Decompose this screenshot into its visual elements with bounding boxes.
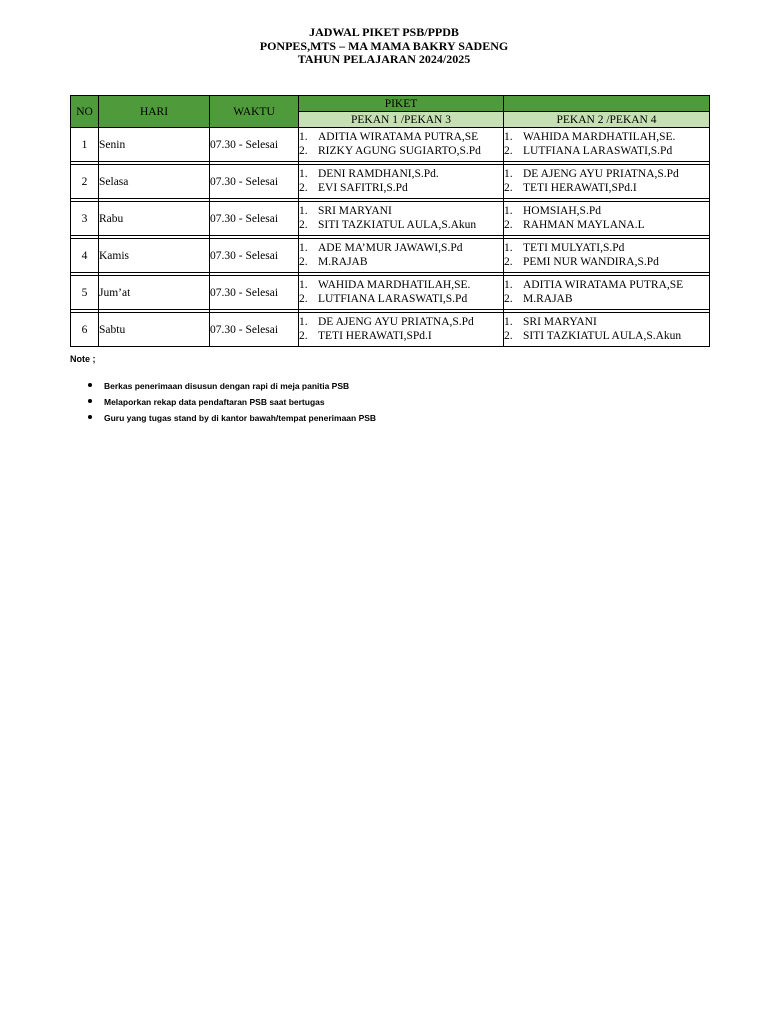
pekan-2-4-names bbox=[504, 239, 710, 273]
pekan-1-3-names bbox=[299, 202, 504, 236]
list-number: 1. bbox=[504, 168, 513, 180]
list-number: 2. bbox=[299, 218, 308, 231]
row-number: 3 bbox=[71, 202, 99, 236]
list-number: 2. bbox=[299, 181, 308, 194]
row-day: Sabtu bbox=[99, 313, 210, 347]
notes-list bbox=[88, 380, 376, 428]
pekan-1-3-names bbox=[299, 313, 504, 347]
title-line-2: PONPES,MTS – MA MAMA BAKRY SADENG bbox=[259, 38, 509, 53]
name-list-item bbox=[299, 131, 503, 145]
row-number: 6 bbox=[71, 313, 99, 347]
person-name: SRI MARYANI bbox=[318, 205, 392, 217]
title-line-3: TAHUN PELAJARAN 2024/2025 bbox=[297, 52, 471, 66]
list-number: 1. bbox=[504, 131, 513, 143]
person-name: LUTFIANA LARASWATI,S.Pd bbox=[523, 144, 673, 157]
person-name: DENI RAMDHANI,S.Pd. bbox=[318, 168, 439, 180]
bullet-icon bbox=[88, 399, 92, 403]
name-list-item bbox=[504, 316, 709, 330]
list-number: 2. bbox=[299, 329, 308, 342]
list-number: 2. bbox=[299, 144, 308, 157]
list-number: 2. bbox=[504, 181, 513, 194]
person-name: ADITIA WIRATAMA PUTRA,SE bbox=[523, 279, 684, 291]
row-time: 07.30 - Selesai bbox=[210, 276, 299, 310]
note-item bbox=[88, 380, 376, 396]
person-name: ADITIA WIRATAMA PUTRA,SE bbox=[318, 131, 479, 143]
name-list-item bbox=[504, 131, 709, 145]
bullet-icon bbox=[88, 415, 92, 419]
note-text: Berkas penerimaan disusun dengan rapi di meja panitia PSB bbox=[104, 381, 350, 391]
note-label: Note ; bbox=[70, 354, 96, 364]
person-name: SITI TAZKIATUL AULA,S.Akun bbox=[523, 329, 682, 342]
row-day: Kamis bbox=[99, 239, 210, 273]
note-text: Guru yang tugas stand by di kantor bawah/tempat penerimaan PSB bbox=[104, 413, 377, 423]
row-day: Jum’at bbox=[99, 276, 210, 310]
name-list-item bbox=[299, 256, 503, 270]
note-item bbox=[88, 412, 376, 428]
name-list-item bbox=[299, 219, 503, 233]
list-number: 1. bbox=[299, 131, 308, 143]
row-time: 07.30 - Selesai bbox=[210, 239, 299, 273]
name-list-item bbox=[504, 293, 709, 307]
person-name: LUTFIANA LARASWATI,S.Pd bbox=[318, 292, 468, 305]
name-list-item bbox=[504, 205, 709, 219]
list-number: 2. bbox=[504, 218, 513, 231]
table-row bbox=[71, 202, 710, 236]
person-name: M.RAJAB bbox=[318, 255, 368, 268]
pekan-1-3-names bbox=[299, 165, 504, 199]
pekan-2-4-names bbox=[504, 313, 710, 347]
person-name: DE AJENG AYU PRIATNA,S.Pd bbox=[523, 168, 679, 180]
list-number: 1. bbox=[504, 316, 513, 328]
pekan-2-4-names bbox=[504, 202, 710, 236]
row-day: Selasa bbox=[99, 165, 210, 199]
name-list-item bbox=[504, 168, 709, 182]
list-number: 1. bbox=[504, 242, 513, 254]
list-number: 1. bbox=[299, 279, 308, 291]
pekan-2-4-names bbox=[504, 276, 710, 310]
table-row bbox=[71, 128, 710, 162]
person-name: DE AJENG AYU PRIATNA,S.Pd bbox=[318, 316, 474, 328]
person-name: HOMSIAH,S.Pd bbox=[523, 205, 601, 217]
row-number: 4 bbox=[71, 239, 99, 273]
person-name: WAHIDA MARDHATILAH,SE. bbox=[318, 279, 471, 291]
person-name: WAHIDA MARDHATILAH,SE. bbox=[523, 131, 676, 143]
name-list-item bbox=[504, 256, 709, 270]
row-number: 5 bbox=[71, 276, 99, 310]
row-day: Senin bbox=[99, 128, 210, 162]
row-time: 07.30 - Selesai bbox=[210, 313, 299, 347]
person-name: RIZKY AGUNG SUGIARTO,S.Pd bbox=[318, 144, 481, 157]
name-list-item bbox=[299, 293, 503, 307]
list-number: 2. bbox=[504, 144, 513, 157]
name-list-item bbox=[299, 182, 503, 196]
list-number: 1. bbox=[504, 205, 513, 217]
list-number: 1. bbox=[504, 279, 513, 291]
row-time: 07.30 - Selesai bbox=[210, 202, 299, 236]
person-name: RAHMAN MAYLANA.L bbox=[523, 218, 645, 231]
name-list-item bbox=[504, 219, 709, 233]
list-number: 1. bbox=[299, 205, 308, 217]
row-time: 07.30 - Selesai bbox=[210, 165, 299, 199]
pekan-1-3-names bbox=[299, 276, 504, 310]
list-number: 1. bbox=[299, 242, 308, 254]
person-name: TETI HERAWATI,SPd.I bbox=[523, 181, 637, 194]
person-name: SITI TAZKIATUL AULA,S.Akun bbox=[318, 218, 477, 231]
note-item bbox=[88, 396, 376, 412]
name-list-item bbox=[504, 182, 709, 196]
person-name: EVI SAFITRI,S.Pd bbox=[318, 181, 408, 194]
person-name: M.RAJAB bbox=[523, 292, 573, 305]
name-list-item bbox=[504, 279, 709, 293]
name-list-item bbox=[299, 242, 503, 256]
name-list-item bbox=[299, 316, 503, 330]
note-text: Melaporkan rekap data pendaftaran PSB saat bertugas bbox=[104, 397, 325, 407]
row-number: 2 bbox=[71, 165, 99, 199]
row-day: Rabu bbox=[99, 202, 210, 236]
schedule-body bbox=[71, 128, 710, 347]
pekan-2-4-names bbox=[504, 128, 710, 162]
header-waktu: WAKTU bbox=[210, 96, 299, 128]
name-list-item bbox=[299, 145, 503, 159]
list-number: 1. bbox=[299, 316, 308, 328]
name-list-item bbox=[299, 330, 503, 344]
schedule-table bbox=[70, 95, 710, 347]
list-number: 1. bbox=[299, 168, 308, 180]
list-number: 2. bbox=[504, 292, 513, 305]
person-name: SRI MARYANI bbox=[523, 316, 597, 328]
table-row bbox=[71, 239, 710, 273]
person-name: TETI MULYATI,S.Pd bbox=[523, 242, 625, 254]
header-piket: PIKET bbox=[299, 96, 504, 112]
table-row bbox=[71, 165, 710, 199]
name-list-item bbox=[504, 330, 709, 344]
person-name: PEMI NUR WANDIRA,S.Pd bbox=[523, 255, 659, 268]
table-row bbox=[71, 276, 710, 310]
list-number: 2. bbox=[504, 329, 513, 342]
person-name: ADE MA’MUR JAWAWI,S.Pd bbox=[318, 242, 463, 254]
list-number: 2. bbox=[299, 255, 308, 268]
header-piket-blank bbox=[504, 96, 710, 112]
title-line-1: JADWAL PIKET PSB/PPDB bbox=[309, 25, 459, 39]
pekan-2-4-names bbox=[504, 165, 710, 199]
pekan-1-3-names bbox=[299, 239, 504, 273]
header-pekan-2-4: PEKAN 2 /PEKAN 4 bbox=[504, 112, 710, 128]
header-no: NO bbox=[71, 96, 99, 128]
table-row bbox=[71, 313, 710, 347]
name-list-item bbox=[504, 242, 709, 256]
person-name: TETI HERAWATI,SPd.I bbox=[318, 329, 432, 342]
header-hari: HARI bbox=[99, 96, 210, 128]
name-list-item bbox=[299, 279, 503, 293]
list-number: 2. bbox=[504, 255, 513, 268]
bullet-icon bbox=[88, 383, 92, 387]
document-title bbox=[0, 26, 768, 67]
name-list-item bbox=[299, 168, 503, 182]
row-time: 07.30 - Selesai bbox=[210, 128, 299, 162]
name-list-item bbox=[504, 145, 709, 159]
pekan-1-3-names bbox=[299, 128, 504, 162]
row-number: 1 bbox=[71, 128, 99, 162]
list-number: 2. bbox=[299, 292, 308, 305]
name-list-item bbox=[299, 205, 503, 219]
header-pekan-1-3: PEKAN 1 /PEKAN 3 bbox=[299, 112, 504, 128]
